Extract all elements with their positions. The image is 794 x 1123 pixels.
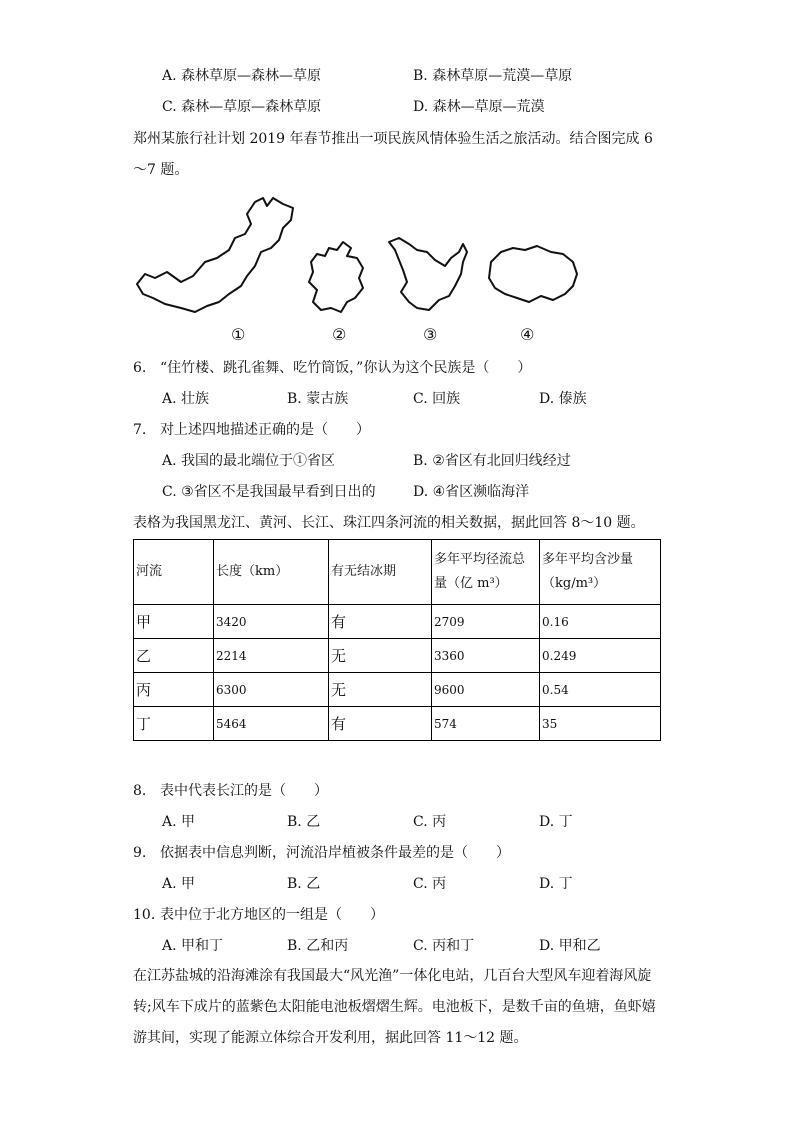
q6-option-d: D. 傣族 (539, 391, 587, 407)
q6-option-a: A. 壮族 (162, 391, 210, 407)
q10-option-d: D. 甲和乙 (539, 938, 601, 954)
q9-stem: 依据表中信息判断，河流沿岸植被条件最差的是（ ） (160, 845, 510, 861)
cell-river: 丙 (134, 673, 214, 707)
q10-number: 10. (133, 907, 156, 923)
cell-river: 甲 (134, 605, 214, 639)
cell-sediment: 0.54 (540, 673, 661, 707)
q7-stem: 对上述四地描述正确的是（ ） (160, 422, 370, 438)
cell-length: 3420 (214, 605, 329, 639)
map-1-label: ① (231, 325, 246, 344)
cell-runoff: 3360 (432, 639, 540, 673)
q8-number: 8. (133, 783, 147, 799)
q9-option-b: B. 乙 (287, 876, 321, 892)
q10-option-a: A. 甲和丁 (162, 938, 224, 954)
map-3-label: ③ (423, 325, 438, 344)
q5-option-c: C. 森林—草原—森林草原 (162, 99, 322, 115)
map-4-outline (489, 246, 577, 302)
river-data-table (133, 539, 661, 741)
q5-option-a: A. 森林草原—森林—草原 (162, 68, 322, 84)
cell-freeze: 无 (329, 639, 432, 673)
q9-option-a: A. 甲 (162, 876, 196, 892)
q8-option-d: D. 丁 (539, 814, 573, 830)
header-freeze: 有无结冰期 (329, 540, 432, 605)
cell-runoff: 574 (432, 707, 540, 741)
q5-option-d: D. 森林—草原—荒漠 (413, 99, 545, 115)
map-3-outline (389, 238, 467, 310)
q8-option-a: A. 甲 (162, 814, 196, 830)
map-2-label: ② (332, 325, 347, 344)
cell-length: 6300 (214, 673, 329, 707)
q6-number: 6. (133, 360, 147, 376)
q9-option-c: C. 丙 (413, 876, 447, 892)
header-runoff: 多年平均径流总量（亿 m³） (432, 540, 540, 605)
cell-length: 2214 (214, 639, 329, 673)
table-row (134, 707, 661, 741)
q10-option-c: C. 丙和丁 (413, 938, 475, 954)
header-sediment: 多年平均含沙量（kg/m³） (540, 540, 661, 605)
q7-option-c: C. ③省区不是我国最早看到日出的 (162, 484, 376, 500)
q7-number: 7. (133, 422, 147, 438)
q9-option-d: D. 丁 (539, 876, 573, 892)
q9-number: 9. (133, 845, 147, 861)
q10-option-b: B. 乙和丙 (287, 938, 349, 954)
table-header-row (134, 540, 661, 605)
intro-q6-7: 郑州某旅行社计划 2019 年春节推出一项民族风情体验生活之旅活动。结合图完成 6～7 题。 (133, 131, 653, 178)
map-2-outline (309, 242, 363, 312)
q5-option-b: B. 森林草原—荒漠—草原 (413, 68, 573, 84)
q6-stem: “住竹楼、跳孔雀舞、吃竹筒饭，”你认为这个民族是（ ） (160, 360, 532, 376)
cell-sediment: 0.16 (540, 605, 661, 639)
cell-runoff: 2709 (432, 605, 540, 639)
cell-sediment: 35 (540, 707, 661, 741)
cell-freeze: 有 (329, 707, 432, 741)
table-row (134, 639, 661, 673)
header-river: 河流 (134, 540, 214, 605)
cell-sediment: 0.249 (540, 639, 661, 673)
cell-length: 5464 (214, 707, 329, 741)
q8-option-c: C. 丙 (413, 814, 447, 830)
q6-option-b: B. 蒙古族 (287, 391, 349, 407)
table-row (134, 605, 661, 639)
q8-option-b: B. 乙 (287, 814, 321, 830)
province-maps-figure (133, 190, 588, 350)
cell-river: 丁 (134, 707, 214, 741)
intro-q8-10: 表格为我国黑龙江、黄河、长江、珠江四条河流的相关数据，据此回答 8～10 题。 (133, 515, 645, 531)
map-4-label: ④ (520, 325, 535, 344)
q7-option-b: B. ②省区有北回归线经过 (413, 453, 571, 469)
table-row (134, 673, 661, 707)
map-1-outline (137, 198, 293, 312)
header-length: 长度（km） (214, 540, 329, 605)
cell-runoff: 9600 (432, 673, 540, 707)
q8-stem: 表中代表长江的是（ ） (160, 783, 328, 799)
q7-option-a: A. 我国的最北端位于①省区 (162, 453, 336, 469)
cell-river: 乙 (134, 639, 214, 673)
q6-option-c: C. 回族 (413, 391, 461, 407)
cell-freeze: 无 (329, 673, 432, 707)
intro-q11-12: 在江苏盐城的沿海滩涂有我国最大“风光渔”一体化电站，几百台大型风车迎着海风旋转;风车下成片的蓝紫色太阳能电池板熠熠生辉。电池板下，是数千亩的鱼塘，鱼虾嬉游其间，实现了能源立体综合开发利用，据此回答 11～12 题。 (133, 968, 656, 1046)
cell-freeze: 有 (329, 605, 432, 639)
q10-stem: 表中位于北方地区的一组是（ ） (160, 907, 384, 923)
q7-option-d: D. ④省区濒临海洋 (413, 484, 530, 500)
